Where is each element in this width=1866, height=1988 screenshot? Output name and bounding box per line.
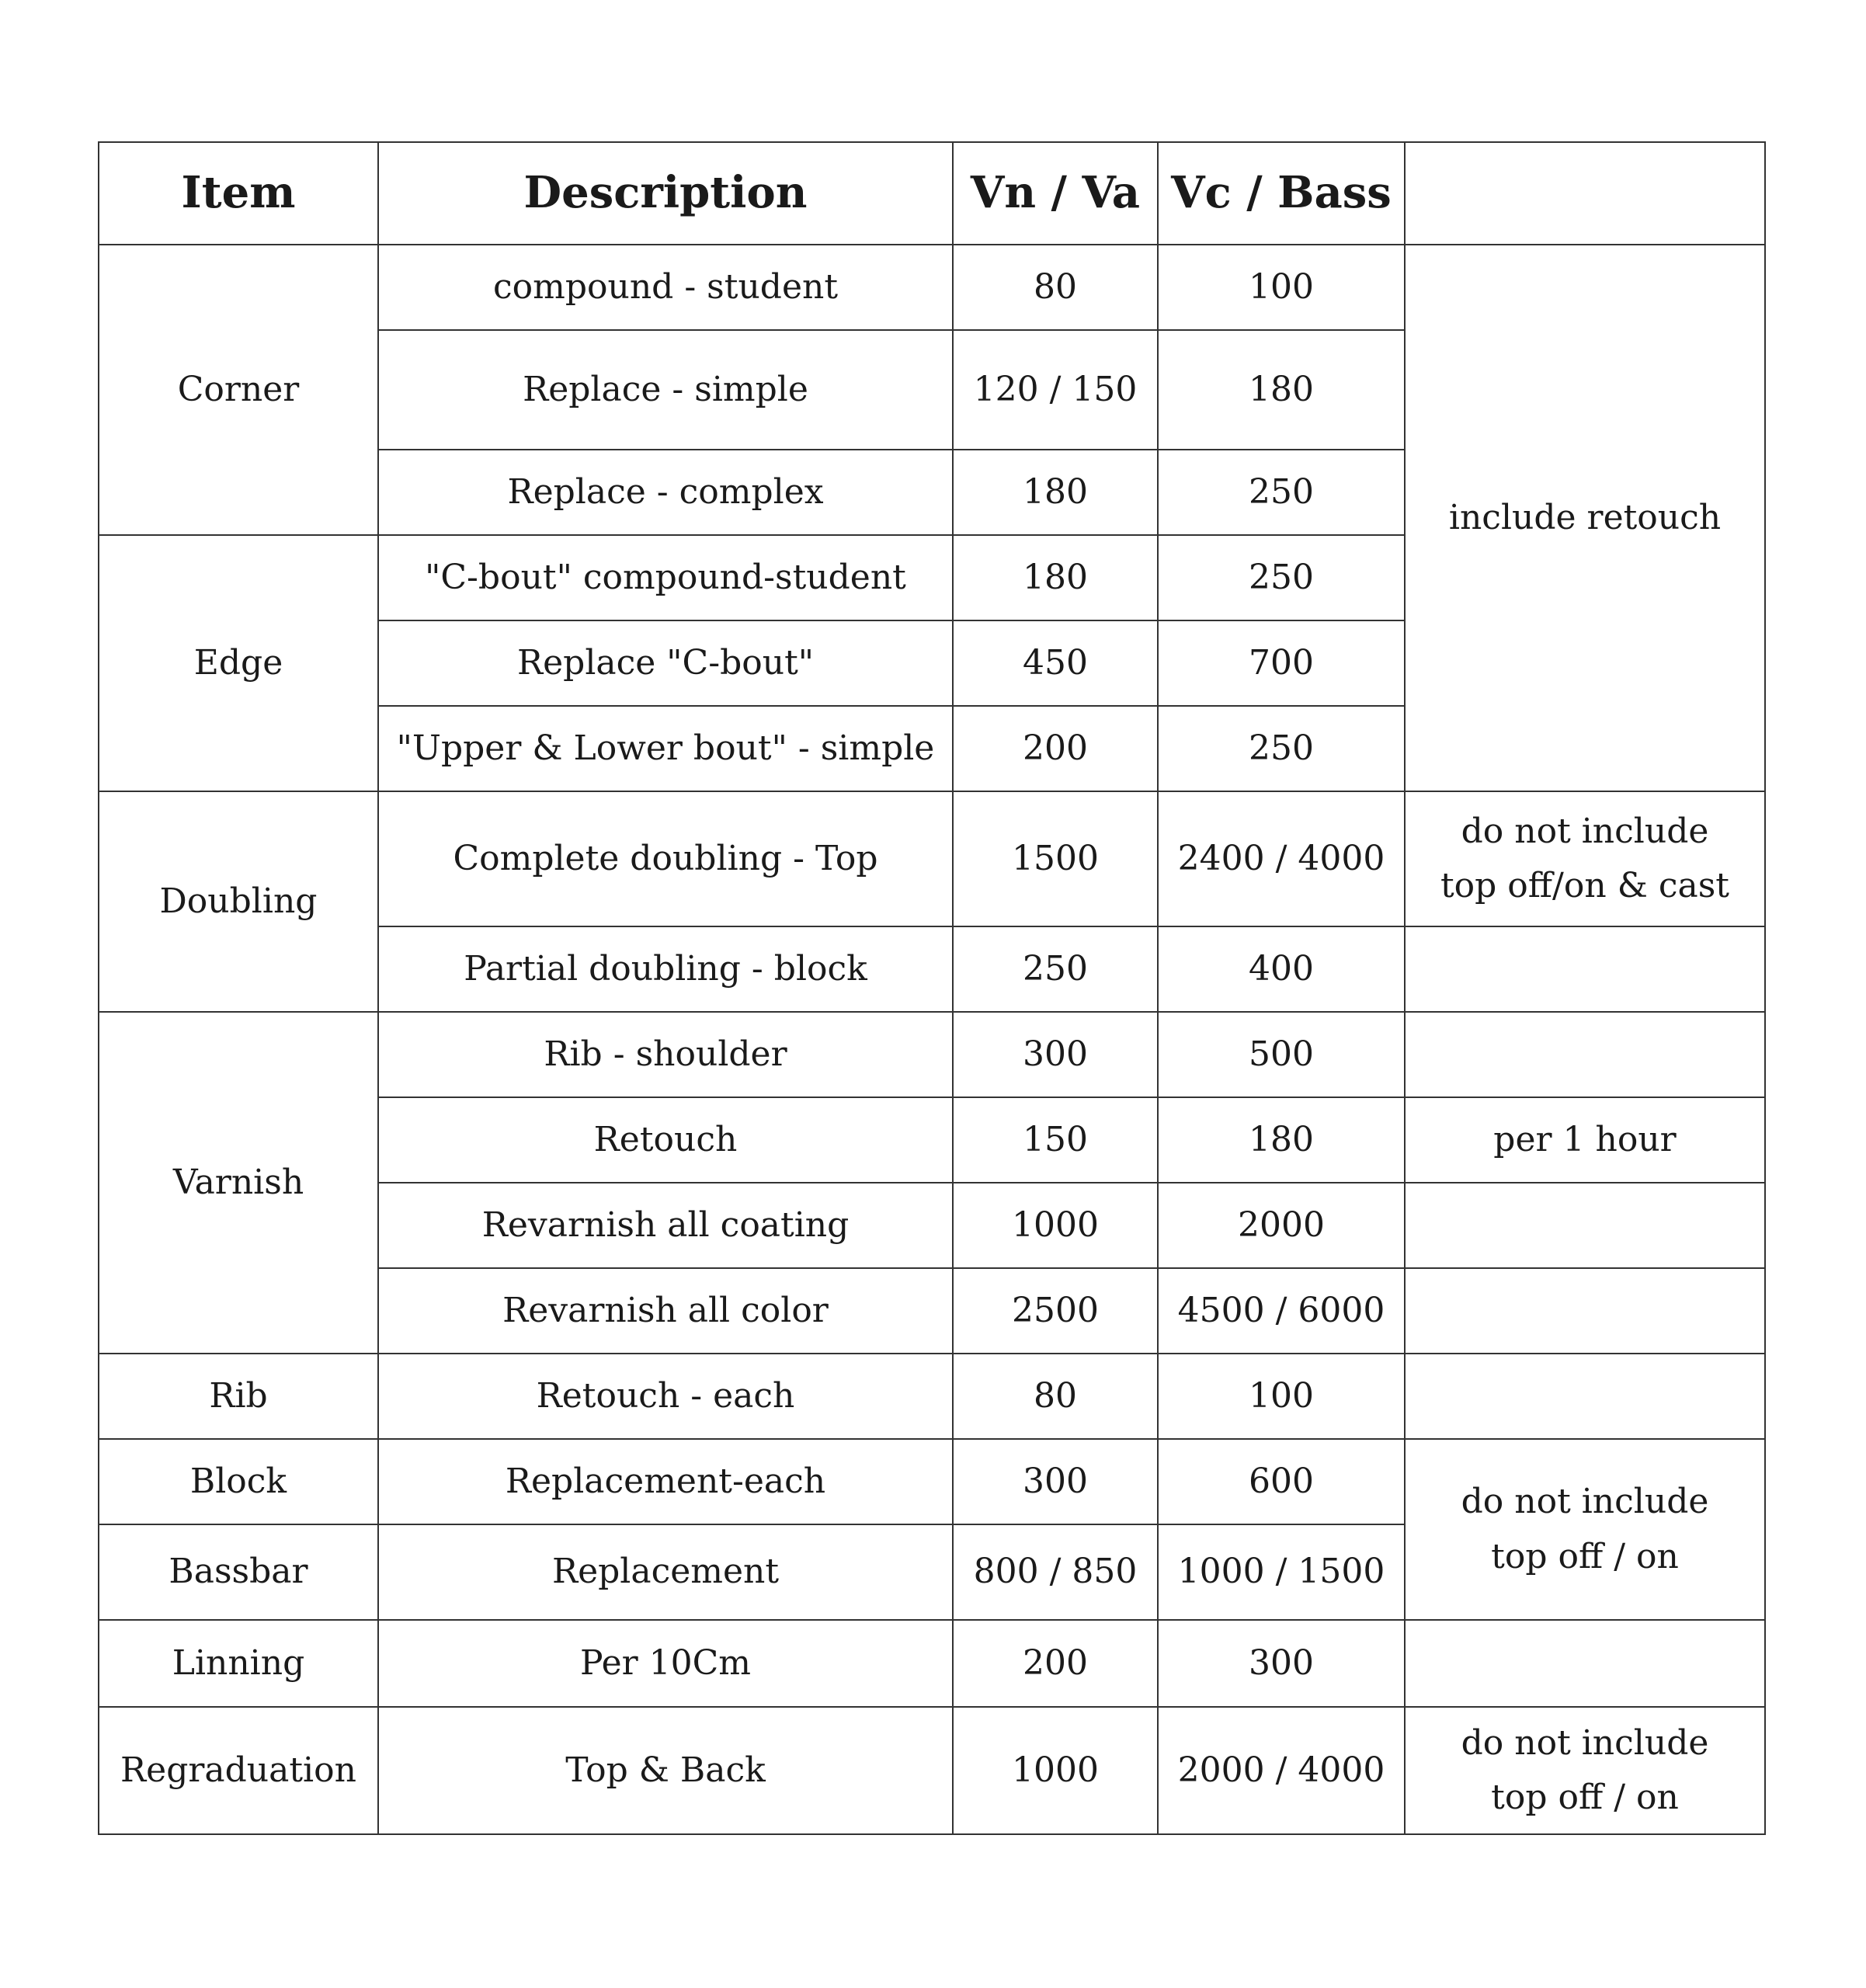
vc-bass-cell: 600 xyxy=(1158,1439,1405,1524)
vc-bass-cell: 2000 xyxy=(1158,1183,1405,1268)
vc-bass-cell: 100 xyxy=(1158,1354,1405,1439)
note-cell xyxy=(1405,1439,1765,1620)
header-item: Item xyxy=(99,142,378,245)
description-cell: Partial doubling - block xyxy=(378,926,953,1012)
description-cell: Replacement-each xyxy=(378,1439,953,1524)
note-cell: include retouch xyxy=(1405,245,1765,791)
note-cell xyxy=(1405,926,1765,1012)
vc-bass-cell: 1000 / 1500 xyxy=(1158,1524,1405,1620)
note-line: top off / on xyxy=(1491,1536,1679,1576)
description-cell: Replacement xyxy=(378,1524,953,1620)
description-cell: compound - student xyxy=(378,245,953,330)
vn-va-cell: 250 xyxy=(953,926,1158,1012)
vc-bass-cell: 2000 / 4000 xyxy=(1158,1707,1405,1834)
vc-bass-cell: 100 xyxy=(1158,245,1405,330)
note-cell xyxy=(1405,1268,1765,1354)
table-row xyxy=(99,1620,1765,1707)
vn-va-cell: 150 xyxy=(953,1097,1158,1183)
note-line: do not include xyxy=(1461,1482,1709,1522)
description-cell: Replace "C-bout" xyxy=(378,620,953,706)
vc-bass-cell: 700 xyxy=(1158,620,1405,706)
item-cell: Block xyxy=(99,1439,378,1524)
vc-bass-cell: 400 xyxy=(1158,926,1405,1012)
description-cell: Rib - shoulder xyxy=(378,1012,953,1097)
header-vn-va: Vn / Va xyxy=(953,142,1158,245)
price-table xyxy=(98,141,1766,1835)
note-line: do not include xyxy=(1461,811,1709,851)
note-cell xyxy=(1405,1012,1765,1097)
table-row xyxy=(99,791,1765,926)
item-cell: Corner xyxy=(99,245,378,535)
vc-bass-cell: 300 xyxy=(1158,1620,1405,1707)
vn-va-cell: 300 xyxy=(953,1012,1158,1097)
vn-va-cell: 80 xyxy=(953,1354,1158,1439)
vn-va-cell: 1000 xyxy=(953,1707,1158,1834)
item-cell: Bassbar xyxy=(99,1524,378,1620)
note-cell xyxy=(1405,1620,1765,1707)
table-row xyxy=(99,245,1765,330)
header-vc-bass: Vc / Bass xyxy=(1158,142,1405,245)
vn-va-cell: 450 xyxy=(953,620,1158,706)
description-cell: Retouch xyxy=(378,1097,953,1183)
note-cell xyxy=(1405,1707,1765,1834)
vn-va-cell: 1500 xyxy=(953,791,1158,926)
description-cell: Revarnish all color xyxy=(378,1268,953,1354)
description-cell: "Upper & Lower bout" - simple xyxy=(378,706,953,791)
header-description: Description xyxy=(378,142,953,245)
description-cell: "C-bout" compound-student xyxy=(378,535,953,620)
item-cell: Linning xyxy=(99,1620,378,1707)
vn-va-cell: 800 / 850 xyxy=(953,1524,1158,1620)
vc-bass-cell: 250 xyxy=(1158,535,1405,620)
item-cell: Edge xyxy=(99,535,378,791)
vc-bass-cell: 180 xyxy=(1158,330,1405,450)
note-cell xyxy=(1405,1354,1765,1439)
note-cell xyxy=(1405,1183,1765,1268)
table-row xyxy=(99,1439,1765,1524)
vc-bass-cell: 2400 / 4000 xyxy=(1158,791,1405,926)
vn-va-cell: 1000 xyxy=(953,1183,1158,1268)
vn-va-cell: 180 xyxy=(953,450,1158,535)
description-cell: Revarnish all coating xyxy=(378,1183,953,1268)
table-row xyxy=(99,1707,1765,1834)
vn-va-cell: 120 / 150 xyxy=(953,330,1158,450)
table-row xyxy=(99,1012,1765,1097)
vn-va-cell: 180 xyxy=(953,535,1158,620)
description-cell: Replace - complex xyxy=(378,450,953,535)
vn-va-cell: 2500 xyxy=(953,1268,1158,1354)
description-cell: Per 10Cm xyxy=(378,1620,953,1707)
note-line: top off / on xyxy=(1491,1778,1679,1817)
description-cell: Replace - simple xyxy=(378,330,953,450)
header-row xyxy=(99,142,1765,245)
vc-bass-cell: 250 xyxy=(1158,450,1405,535)
vn-va-cell: 200 xyxy=(953,706,1158,791)
note-cell: per 1 hour xyxy=(1405,1097,1765,1183)
vn-va-cell: 200 xyxy=(953,1620,1158,1707)
vc-bass-cell: 4500 / 6000 xyxy=(1158,1268,1405,1354)
vc-bass-cell: 250 xyxy=(1158,706,1405,791)
vn-va-cell: 300 xyxy=(953,1439,1158,1524)
description-cell: Retouch - each xyxy=(378,1354,953,1439)
note-cell xyxy=(1405,791,1765,926)
note-line: top off/on & cast xyxy=(1440,866,1729,905)
item-cell: Rib xyxy=(99,1354,378,1439)
item-cell: Doubling xyxy=(99,791,378,1012)
description-cell: Complete doubling - Top xyxy=(378,791,953,926)
item-cell: Regraduation xyxy=(99,1707,378,1834)
note-line: do not include xyxy=(1461,1722,1709,1763)
table-row xyxy=(99,1354,1765,1439)
item-cell: Varnish xyxy=(99,1012,378,1354)
vc-bass-cell: 180 xyxy=(1158,1097,1405,1183)
header-note xyxy=(1405,142,1765,245)
vc-bass-cell: 500 xyxy=(1158,1012,1405,1097)
vn-va-cell: 80 xyxy=(953,245,1158,330)
description-cell: Top & Back xyxy=(378,1707,953,1834)
